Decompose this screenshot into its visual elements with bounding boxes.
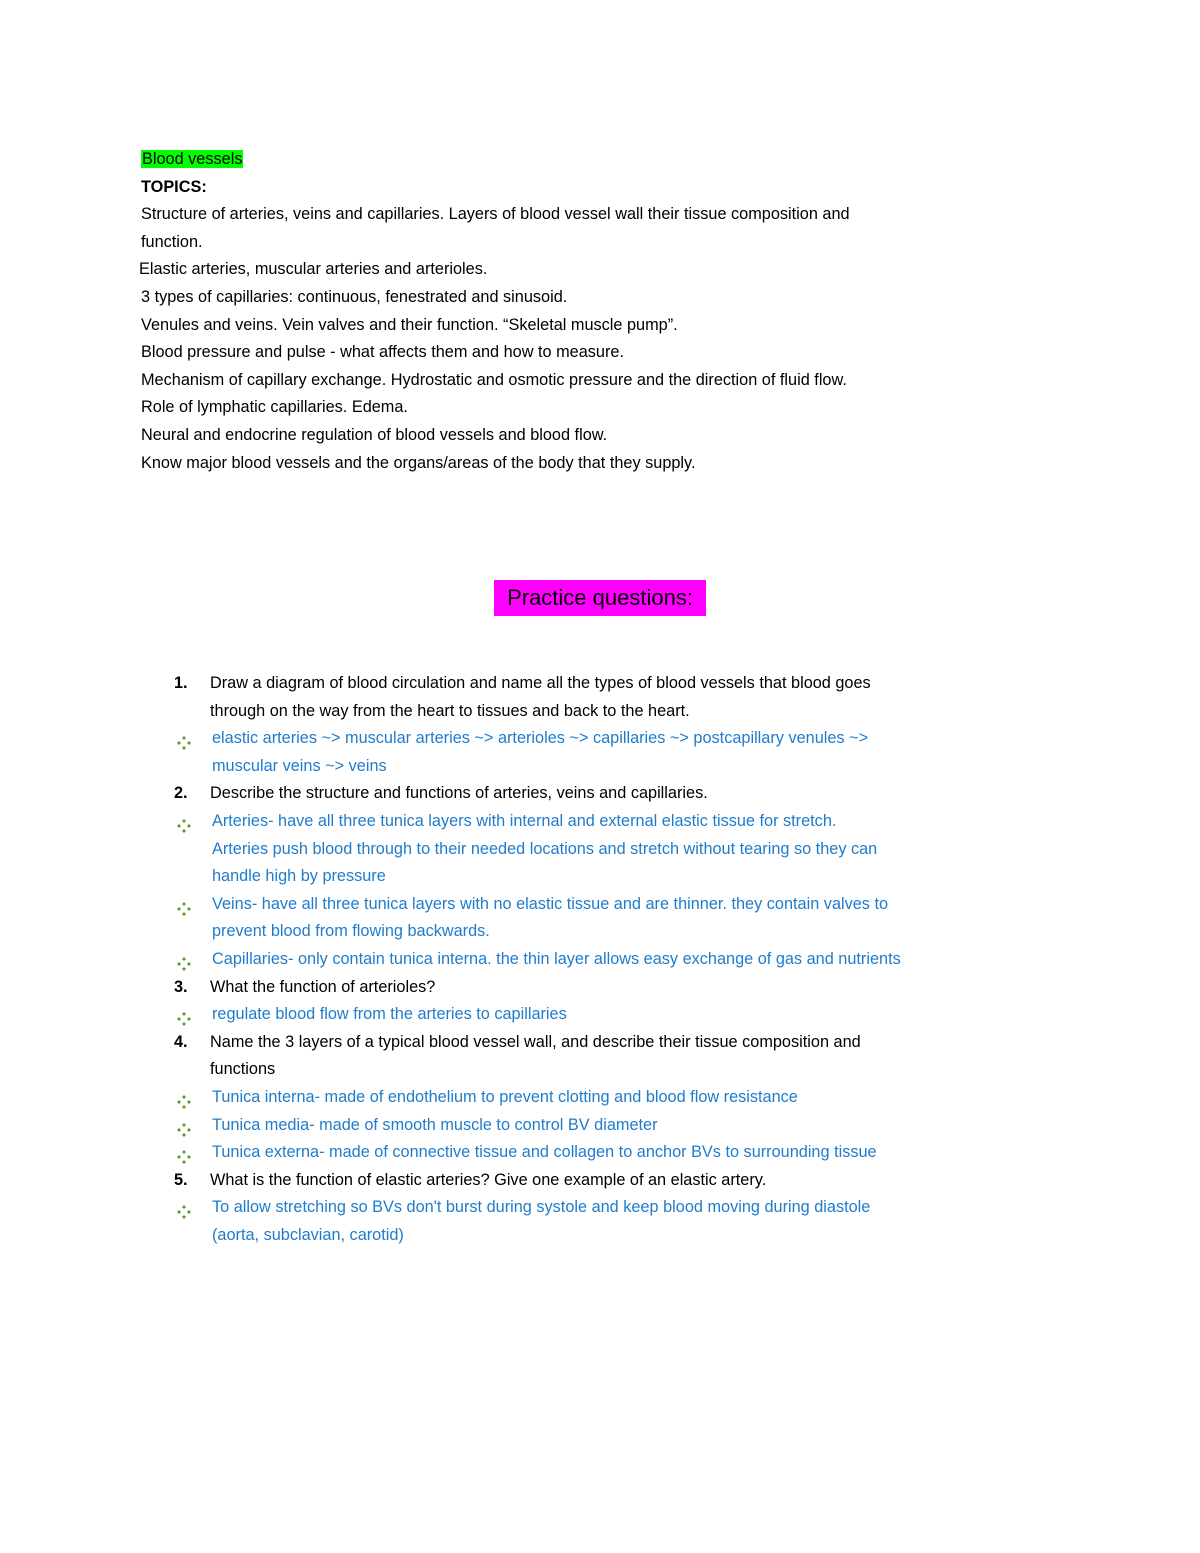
answer-line bbox=[0, 1001, 1200, 1029]
practice-questions-list bbox=[0, 670, 1200, 1249]
answer-text: Arteries- have all three tunica layers with internal and external elastic tissue for stretch. bbox=[212, 811, 837, 830]
diamond-bullet-icon bbox=[177, 1146, 191, 1160]
question-number: 2. bbox=[174, 784, 188, 803]
question-line bbox=[0, 698, 1200, 726]
topics-label: TOPICS: bbox=[141, 177, 207, 196]
topic-line: 3 types of capillaries: continuous, fenestrated and sinusoid. bbox=[141, 287, 568, 306]
answer-line bbox=[0, 891, 1200, 919]
practice-questions-heading: Practice questions: bbox=[494, 580, 706, 616]
answer-line bbox=[0, 1139, 1200, 1167]
answer-text: Veins- have all three tunica layers with no elastic tissue and are thinner. they contain valves to bbox=[212, 894, 889, 913]
diamond-bullet-icon bbox=[177, 1201, 191, 1215]
topic-line: Know major blood vessels and the organs/areas of the body that they supply. bbox=[141, 453, 696, 472]
question-text: Name the 3 layers of a typical blood vessel wall, and describe their tissue composition and bbox=[210, 1032, 861, 1051]
question-line bbox=[0, 1029, 1200, 1057]
question-line bbox=[0, 1056, 1200, 1084]
question-number: 3. bbox=[174, 977, 188, 996]
question-text: functions bbox=[210, 1060, 276, 1079]
answer-line bbox=[0, 1084, 1200, 1112]
answer-text: regulate blood flow from the arteries to capillaries bbox=[212, 1005, 567, 1024]
topics-list bbox=[141, 201, 850, 477]
diamond-bullet-icon bbox=[177, 1091, 191, 1105]
answer-text: (aorta, subclavian, carotid) bbox=[212, 1225, 404, 1244]
question-line bbox=[0, 670, 1200, 698]
answer-text: muscular veins ~> veins bbox=[212, 756, 387, 775]
answer-line bbox=[0, 1222, 1200, 1250]
question-text: through on the way from the heart to tissues and back to the heart. bbox=[210, 701, 690, 720]
diamond-bullet-icon bbox=[177, 1008, 191, 1022]
answer-text: Tunica interna- made of endothelium to prevent clotting and blood flow resistance bbox=[212, 1087, 798, 1106]
answer-text: elastic arteries ~> muscular arteries ~> arterioles ~> capillaries ~> postcapillary venules ~> bbox=[212, 729, 869, 748]
answer-text: Arteries push blood through to their needed locations and stretch without tearing so they can bbox=[212, 839, 878, 858]
diamond-bullet-icon bbox=[177, 815, 191, 829]
question-number: 1. bbox=[174, 674, 188, 692]
question-line bbox=[0, 1167, 1200, 1195]
diamond-bullet-icon bbox=[177, 898, 191, 912]
answer-line bbox=[0, 836, 1200, 864]
answer-line bbox=[0, 1112, 1200, 1140]
topic-line: Elastic arteries, muscular arteries and arterioles. bbox=[139, 260, 488, 279]
topic-line: Neural and endocrine regulation of blood vessels and blood flow. bbox=[141, 425, 608, 444]
question-text: Describe the structure and functions of arteries, veins and capillaries. bbox=[210, 784, 708, 803]
topic-line: Mechanism of capillary exchange. Hydrostatic and osmotic pressure and the direction of fluid flow. bbox=[141, 370, 847, 389]
answer-text: handle high by pressure bbox=[212, 867, 386, 886]
question-line bbox=[0, 780, 1200, 808]
topic-line: function. bbox=[141, 232, 203, 251]
answer-line bbox=[0, 863, 1200, 891]
question-text: What is the function of elastic arteries? Give one example of an elastic artery. bbox=[210, 1170, 767, 1189]
topic-line: Structure of arteries, veins and capillaries. Layers of blood vessel wall their tissue composition and bbox=[141, 205, 850, 224]
answer-line bbox=[0, 918, 1200, 946]
question-text: What the function of arterioles? bbox=[210, 977, 436, 996]
answer-line bbox=[0, 725, 1200, 753]
answer-line bbox=[0, 753, 1200, 781]
answer-text: Capillaries- only contain tunica interna. the thin layer allows easy exchange of gas and nutrients bbox=[212, 949, 901, 968]
answer-text: Tunica media- made of smooth muscle to control BV diameter bbox=[212, 1115, 658, 1134]
diamond-bullet-icon bbox=[177, 953, 191, 967]
topic-line: Venules and veins. Vein valves and their function. “Skeletal muscle pump”. bbox=[141, 315, 678, 334]
topics-section bbox=[141, 146, 850, 477]
answer-text: Tunica externa- made of connective tissue and collagen to anchor BVs to surrounding tissue bbox=[212, 1143, 877, 1162]
answer-text: To allow stretching so BVs don't burst during systole and keep blood moving during diastole bbox=[212, 1198, 871, 1217]
document-title: Blood vessels bbox=[142, 150, 243, 168]
answer-text: prevent blood from flowing backwards. bbox=[212, 922, 490, 941]
question-number: 4. bbox=[174, 1032, 188, 1051]
diamond-bullet-icon bbox=[177, 732, 191, 746]
question-line bbox=[0, 974, 1200, 1002]
question-number: 5. bbox=[174, 1170, 188, 1189]
topic-line: Role of lymphatic capillaries. Edema. bbox=[141, 398, 408, 417]
diamond-bullet-icon bbox=[177, 1119, 191, 1133]
question-text: Draw a diagram of blood circulation and name all the types of blood vessels that blood goes bbox=[210, 674, 871, 692]
topic-line: Blood pressure and pulse - what affects them and how to measure. bbox=[141, 343, 624, 362]
answer-line bbox=[0, 1194, 1200, 1222]
answer-line bbox=[0, 946, 1200, 974]
answer-line bbox=[0, 808, 1200, 836]
